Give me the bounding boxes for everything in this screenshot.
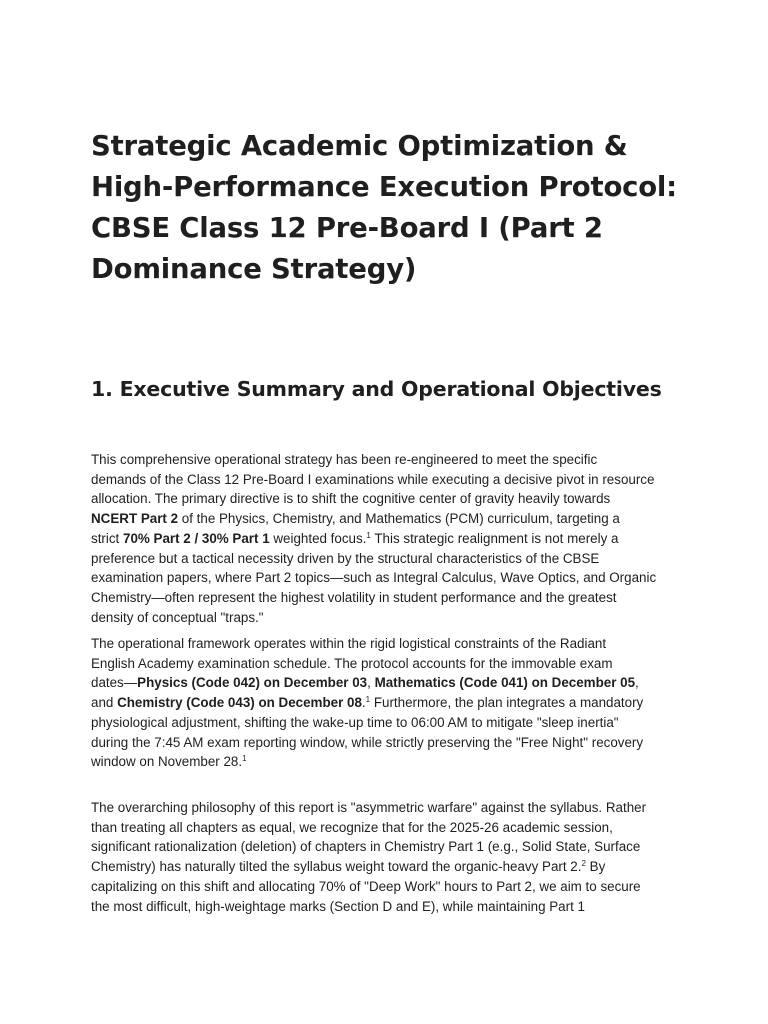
text-run: physiological adjustment, shifting the wake-up time to 06:00 AM to mitigate "sleep inertia" bbox=[91, 714, 619, 730]
text-run: strict bbox=[91, 530, 123, 546]
text-run: allocation. The primary directive is to shift the cognitive center of gravity heavily towards bbox=[91, 491, 611, 507]
text-run: The overarching philosophy of this report is "asymmetric warfare" against the syllabus. Rather bbox=[91, 800, 647, 815]
footnote-ref: 1 bbox=[242, 754, 247, 764]
text-line bbox=[91, 713, 691, 733]
text-run: examination papers, where Part 2 topics—such as Integral Calculus, Wave Optics, and Organic bbox=[91, 570, 657, 586]
text-run: preference but a tactical necessity driven by the structural characteristics of the CBSE bbox=[91, 550, 600, 566]
text-line bbox=[91, 654, 691, 674]
text-run: dates— bbox=[91, 675, 138, 691]
text-line bbox=[91, 837, 691, 857]
text-run: demands of the Class 12 Pre-Board I examinations while executing a decisive pivot in resource bbox=[91, 471, 655, 487]
text-run: significant rationalization (deletion) of chapters in Chemistry Part 1 (e.g., Solid State, Surface bbox=[91, 839, 641, 855]
text-line bbox=[91, 818, 691, 838]
text-line bbox=[91, 529, 691, 549]
text-run: By bbox=[585, 859, 606, 875]
text-run: . bbox=[361, 695, 366, 711]
text-run: during the 7:45 AM exam reporting window, while strictly preserving the "Free Night" recovery bbox=[91, 734, 644, 750]
text-line bbox=[91, 450, 691, 470]
text-line bbox=[91, 877, 691, 897]
title-line: High-Performance Execution Protocol: bbox=[91, 171, 677, 203]
text-run: weighted focus. bbox=[269, 530, 367, 546]
bold-text: Mathematics (Code 041) on December 05 bbox=[374, 675, 636, 691]
text-run: of the Physics, Chemistry, and Mathematics (PCM) curriculum, targeting a bbox=[178, 511, 620, 527]
text-line bbox=[91, 568, 691, 588]
bold-text: Physics (Code 042) on December 03 bbox=[137, 675, 368, 691]
bold-text: NCERT Part 2 bbox=[91, 511, 179, 527]
bold-text: Chemistry (Code 043) on December 08 bbox=[117, 695, 362, 711]
title-line: Dominance Strategy) bbox=[91, 253, 417, 285]
text-run: The operational framework operates within the rigid logistical constraints of the Radiant bbox=[91, 636, 607, 651]
text-run: window on November 28. bbox=[91, 754, 243, 770]
document-title bbox=[91, 126, 691, 290]
text-line bbox=[91, 470, 691, 490]
text-line bbox=[91, 489, 691, 509]
title-line: CBSE Class 12 Pre-Board I (Part 2 bbox=[91, 212, 603, 244]
text-run: This strategic realignment is not merely a bbox=[370, 530, 619, 546]
body-paragraph bbox=[91, 634, 691, 772]
text-run: Chemistry) has naturally tilted the syllabus weight toward the organic-heavy Part 2. bbox=[91, 859, 582, 875]
text-line bbox=[91, 752, 691, 772]
text-run: than treating all chapters as equal, we recognize that for the 2025-26 academic session, bbox=[91, 819, 613, 835]
text-line bbox=[91, 693, 691, 713]
text-line bbox=[91, 857, 691, 877]
text-line bbox=[91, 549, 691, 569]
text-run: the most difficult, high-weightage marks (Section D and E), while maintaining Part 1 bbox=[91, 898, 585, 914]
text-run: English Academy examination schedule. The protocol accounts for the immovable exam bbox=[91, 655, 613, 671]
text-line bbox=[91, 733, 691, 753]
body-paragraph bbox=[91, 798, 691, 916]
text-line bbox=[91, 588, 691, 608]
text-run: Chemistry—often represent the highest volatility in student performance and the greatest bbox=[91, 589, 617, 605]
text-run: This comprehensive operational strategy has been re-engineered to meet the specific bbox=[91, 452, 598, 467]
text-line bbox=[91, 798, 691, 818]
text-run: capitalizing on this shift and allocating 70% of "Deep Work" hours to Part 2, we aim to secure bbox=[91, 878, 641, 894]
text-run: density of conceptual "traps." bbox=[91, 609, 264, 625]
title-line: Strategic Academic Optimization & bbox=[91, 130, 628, 162]
text-run: , bbox=[635, 675, 639, 691]
footnote-ref: 1 bbox=[365, 695, 371, 705]
text-run: Furthermore, the plan integrates a mandatory bbox=[370, 695, 644, 711]
text-line bbox=[91, 509, 691, 529]
section-heading: 1. Executive Summary and Operational Objectives bbox=[91, 377, 662, 401]
text-run: and bbox=[91, 695, 118, 711]
text-line bbox=[91, 673, 691, 693]
body-paragraph bbox=[91, 450, 691, 627]
text-line bbox=[91, 897, 691, 917]
footnote-ref: 1 bbox=[366, 530, 371, 540]
text-run: , bbox=[367, 675, 375, 691]
text-line bbox=[91, 634, 691, 654]
footnote-ref: 2 bbox=[581, 859, 586, 869]
text-line bbox=[91, 608, 691, 628]
bold-text: 70% Part 2 / 30% Part 1 bbox=[123, 530, 270, 546]
